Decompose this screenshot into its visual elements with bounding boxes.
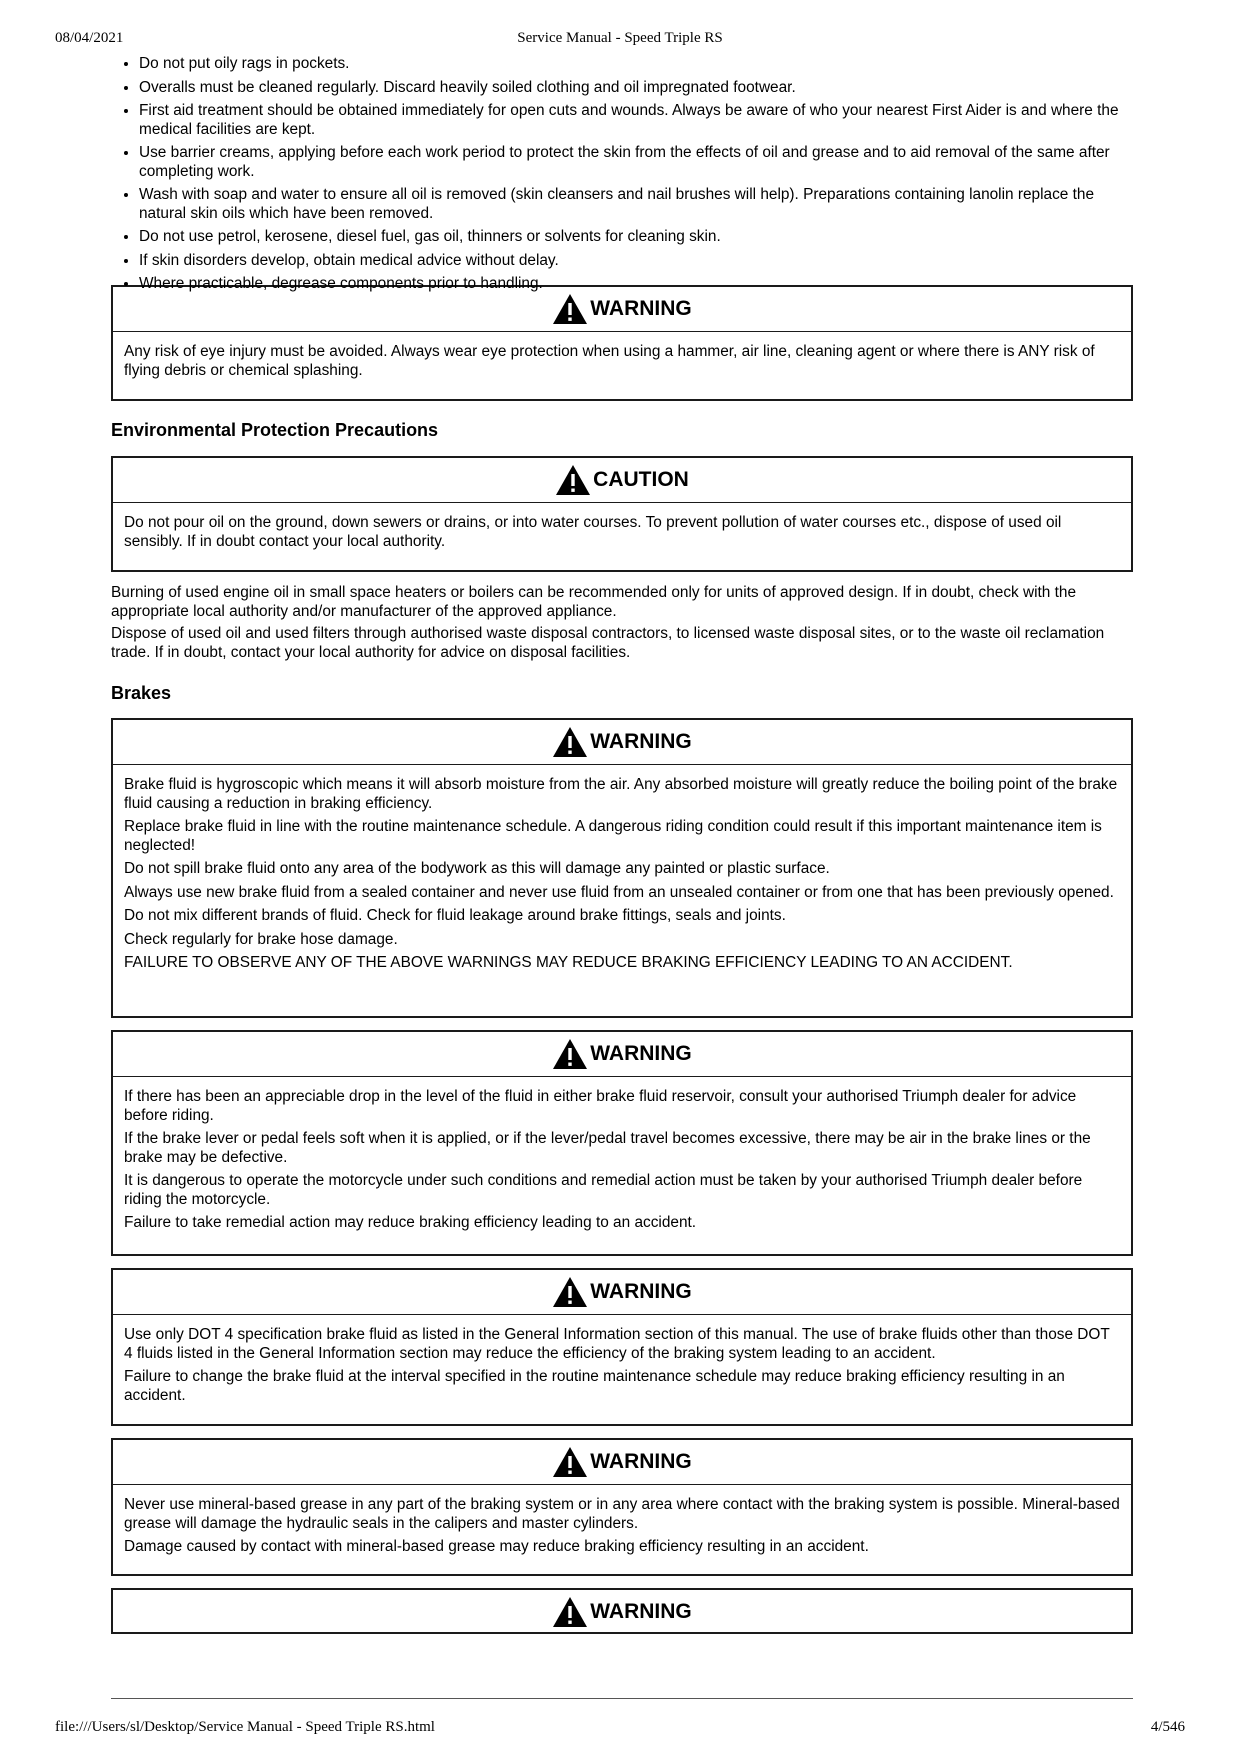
warning-body	[113, 1485, 1131, 1557]
warning-triangle-icon	[552, 1596, 588, 1628]
warning-text: Always use new brake fluid from a sealed container and never use fluid from an unsealed container or from one that has been previously opened.	[124, 883, 1114, 901]
warning-box	[111, 1268, 1133, 1426]
caution-text: Do not pour oil on the ground, down sewers or drains, or into water courses. To prevent pollution of water courses etc., dispose of used oil sensibly. If in doubt contact your local authority.	[124, 514, 1062, 550]
caution-box	[111, 456, 1133, 572]
warning-header	[113, 1032, 1131, 1077]
warning-box	[111, 718, 1133, 1018]
footer-divider	[111, 1698, 1133, 1699]
paragraph: Burning of used engine oil in small space heaters or boilers can be recommended only for units of approved design. If in doubt, check with the appropriate local authority and/or manufacturer of the approved appliance.	[111, 584, 1077, 620]
warning-header	[113, 287, 1131, 332]
caution-label: CAUTION	[593, 467, 689, 491]
warning-label: WARNING	[590, 1449, 692, 1473]
list-item: • Overalls must be cleaned regularly. Discard heavily soiled clothing and oil impregnated footwear.	[139, 79, 1133, 98]
file-path: file:///Users/sl/Desktop/Service Manual - Speed Triple RS.html	[55, 1719, 435, 1735]
section-heading-environmental: Environmental Protection Precautions	[111, 420, 439, 440]
warning-text: Use only DOT 4 specification brake fluid as listed in the General Information section of this manual. The use of brake fluids other than those DOT 4 fluids listed in the General Information section may reduce the efficiency of the braking system leading to an accident.	[124, 1326, 1110, 1362]
warning-text: If there has been an appreciable drop in the level of the fluid in either brake fluid reservoir, consult your authorised Triumph dealer for advice before riding.	[124, 1088, 1077, 1124]
safety-bullet-list	[111, 55, 1133, 292]
caution-header	[113, 458, 1131, 503]
warning-text: It is dangerous to operate the motorcycle under such conditions and remedial action must be taken by your authorised Triumph dealer before riding the motorcycle.	[124, 1172, 1083, 1208]
list-item: • Use barrier creams, applying before each work period to protect the skin from the effects of oil and grease and to aid removal of the same after completing work.	[139, 144, 1133, 181]
warning-text: Damage caused by contact with mineral-based grease may reduce braking efficiency resulting in an accident.	[124, 1538, 869, 1555]
warning-body	[113, 332, 1131, 380]
warning-text: Any risk of eye injury must be avoided. Always wear eye protection when using a hammer, air line, cleaning agent or where there is ANY risk of flying debris or chemical splashing.	[124, 343, 1095, 379]
warning-text: Failure to change the brake fluid at the interval specified in the routine maintenance schedule may reduce braking efficiency resulting in an accident.	[124, 1368, 1065, 1404]
print-header	[55, 30, 1185, 50]
warning-text: Do not mix different brands of fluid. Check for fluid leakage around brake fittings, seals and joints.	[124, 907, 786, 924]
warning-triangle-icon	[552, 726, 588, 758]
warning-body	[113, 765, 1131, 973]
warning-box	[111, 1438, 1133, 1576]
warning-label: WARNING	[590, 729, 692, 753]
warning-header	[113, 1590, 1131, 1634]
warning-text: Replace brake fluid in line with the routine maintenance schedule. A dangerous riding condition could result if this important maintenance item is neglected!	[124, 818, 1102, 854]
page-number: 4/546	[1150, 1719, 1185, 1735]
warning-text: Brake fluid is hygroscopic which means it will absorb moisture from the air. Any absorbed moisture will greatly reduce the boiling point of the brake fluid causing a reduction in braking efficiency.	[124, 776, 1118, 812]
list-item: • First aid treatment should be obtained immediately for open cuts and wounds. Always be aware of who your nearest First Aider is and where the medical facilities are kept.	[139, 102, 1133, 139]
list-item: • If skin disorders develop, obtain medical advice without delay.	[139, 252, 1133, 271]
warning-label: WARNING	[590, 296, 692, 320]
warning-text: If the brake lever or pedal feels soft when it is applied, or if the lever/pedal travel becomes excessive, there may be air in the brake lines or the brake may be defective.	[124, 1130, 1091, 1166]
warning-box	[111, 1030, 1133, 1256]
warning-label: WARNING	[590, 1599, 692, 1623]
warning-box	[111, 285, 1133, 401]
list-item: • Wash with soap and water to ensure all oil is removed (skin cleansers and nail brushes will help). Preparations containing lanolin replace the natural skin oils which have been removed.	[139, 186, 1133, 223]
list-item: • Where practicable, degrease components prior to handling.	[139, 275, 1133, 294]
warning-text: Check regularly for brake hose damage.	[124, 930, 398, 948]
warning-body	[113, 1315, 1131, 1405]
manual-content	[111, 55, 1133, 1634]
list-item: • Do not use petrol, kerosene, diesel fuel, gas oil, thinners or solvents for cleaning skin.	[139, 228, 1133, 247]
print-footer	[55, 1719, 1185, 1739]
warning-text: Failure to take remedial action may reduce braking efficiency leading to an accident.	[124, 1214, 697, 1231]
warning-body	[113, 1077, 1131, 1233]
document-title: Service Manual - Speed Triple RS	[517, 30, 723, 46]
warning-triangle-icon	[552, 293, 588, 325]
warning-header	[113, 1270, 1131, 1315]
warning-triangle-icon	[552, 1038, 588, 1070]
warning-text: Do not spill brake fluid onto any area of the bodywork as this will damage any painted or plastic surface.	[124, 860, 830, 877]
paragraph: Dispose of used oil and used filters through authorised waste disposal contractors, to licensed waste disposal sites, or to the waste oil reclamation trade. If in doubt, contact your local authority for advice on disposal facilities.	[111, 625, 1105, 661]
warning-header	[113, 1440, 1131, 1485]
warning-text: FAILURE TO OBSERVE ANY OF THE ABOVE WARNINGS MAY REDUCE BRAKING EFFICIENCY LEADING TO AN ACCIDENT.	[124, 954, 1013, 971]
warning-header	[113, 720, 1131, 765]
print-date: 08/04/2021	[55, 30, 124, 46]
caution-body	[113, 503, 1131, 551]
warning-triangle-icon	[552, 1276, 588, 1308]
list-item: • Do not put oily rags in pockets.	[139, 55, 1133, 74]
warning-label: WARNING	[590, 1279, 692, 1303]
warning-triangle-icon	[552, 1446, 588, 1478]
section-heading-brakes: Brakes	[111, 683, 172, 703]
warning-triangle-icon	[555, 464, 591, 496]
warning-box	[111, 1588, 1133, 1634]
warning-text: Never use mineral-based grease in any part of the braking system or in any area where contact with the braking system is possible. Mineral-based grease will damage the hydraulic seals in the calipers and master cylinders.	[124, 1496, 1120, 1532]
warning-label: WARNING	[590, 1041, 692, 1065]
